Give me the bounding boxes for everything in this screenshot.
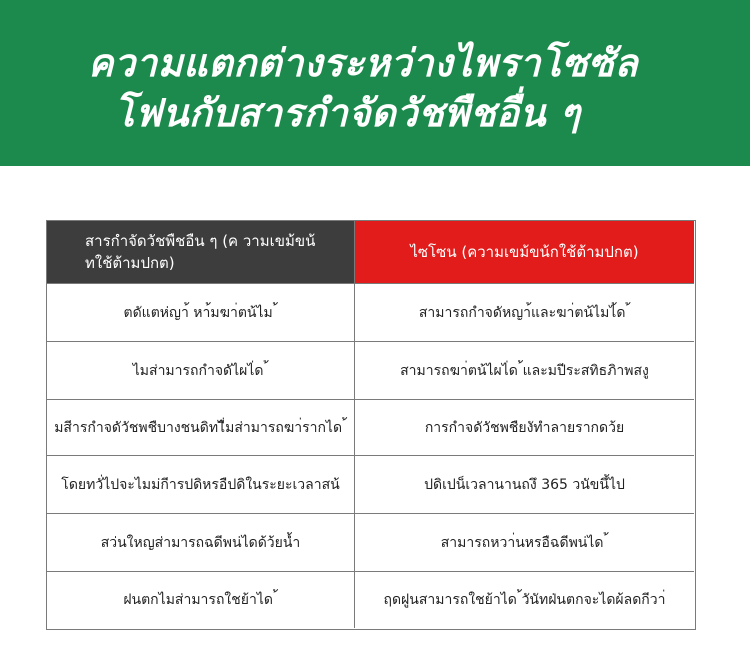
table-row (47, 399, 694, 455)
table-cell: การกำจดัวัชพชืยงัทำลายรากดว้ย (354, 400, 694, 455)
table-row (47, 571, 694, 628)
table-cell: สามารถฆา่ตน้ไผไ่ด ้และมปีระสทิธภิาพสงู (354, 342, 694, 399)
page-title-line-2: โฟนกับสารกำจัดวัชพืชอื่น ๆ (114, 91, 581, 135)
table-cell: ปดิเปน็เวลานานถงึ 365 วนัขนึ้ไป (354, 456, 694, 513)
header-banner (0, 0, 750, 166)
table-cell: ไมส่ามารถกำจดัไผไ่ด ้ (132, 362, 269, 379)
table-cell: ฝนตกไมส่ามารถใชย้าได ้ (123, 592, 278, 608)
page-title (88, 38, 728, 138)
table-row (47, 513, 694, 571)
table-cell: โดยทวั่ไปจะไมม่กีารปดิหรอืปดิในระยะเวลาสน้ (61, 476, 340, 493)
table-cell: สามารถหวา่นหรอืฉดีพน่ได ้ (354, 514, 694, 571)
column-header-other-herbicides: สารกำจัดวัชพืชอืน ๆ (ค วามเขม้ขน้ ทใช้ต้ามปกต) (47, 221, 354, 283)
table-row (47, 341, 694, 399)
table-row (47, 283, 694, 341)
table-row (47, 455, 694, 513)
table-cell: สามารถกำจดัหญา้และฆา่ตน้ไมไ้ด ้ (354, 284, 694, 341)
table-cell: ฤดฝูนสามารถใชย้าได ้วันัทฝ่นตกจะไดผ้ลดกีวา่ (354, 572, 694, 628)
table-cell: มสีารกำจดัวัชพชืบางชนดิทไี่มส่ามารถฆา่รากได ้ (54, 419, 347, 436)
comparison-table (46, 220, 696, 630)
table-cell: ตดัแตห่ญา้ หา้มฆา่ตน้ไม ้ (123, 304, 278, 321)
page-title-line-1: ความแตกต่างระหว่างไพราโซซัล (88, 41, 639, 85)
column-header-pyrazosulfuron: ไซโซน (ความเขม้ขน้กใช้ต้ามปกต) (354, 221, 694, 283)
table-cell: สว่นใหญส่ามารถฉดีพน่ไดด้ว้ยน้ำ (100, 534, 301, 551)
